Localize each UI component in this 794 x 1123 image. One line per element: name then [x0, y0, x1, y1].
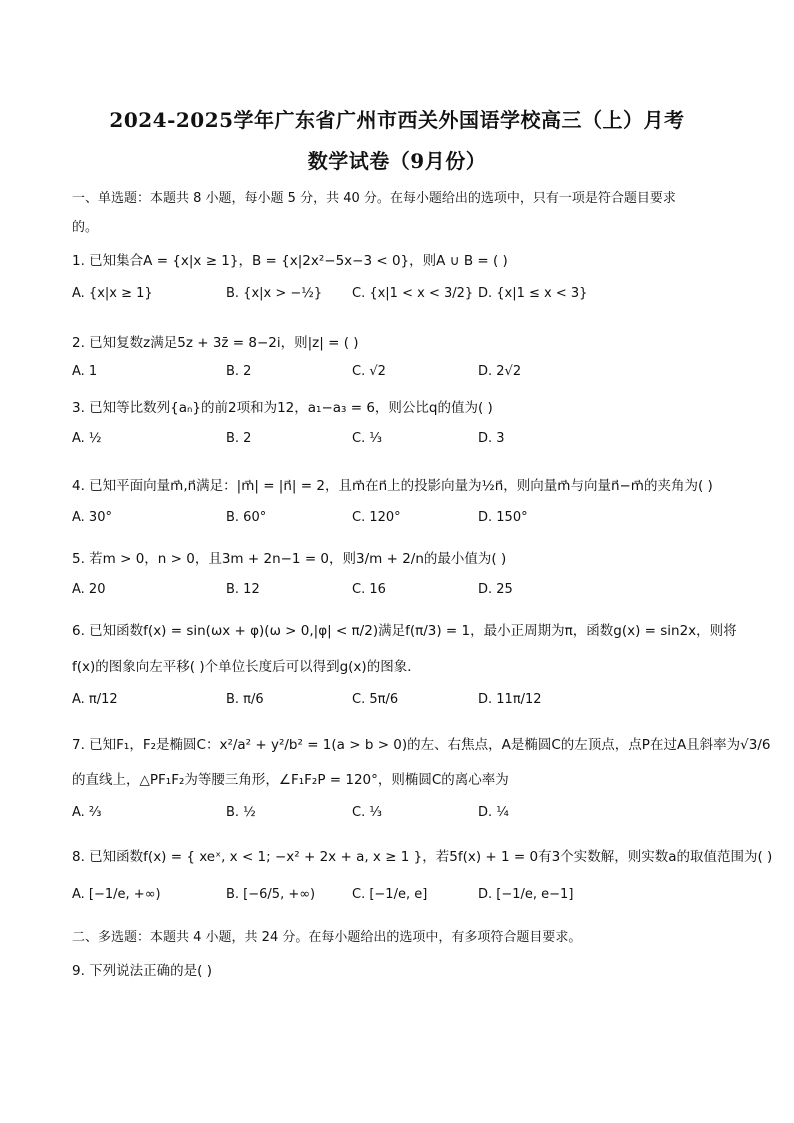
section1-heading-cont: 的。 [72, 220, 99, 235]
option-d: D. [−1/e, e−1] [478, 887, 574, 902]
question-3-options [72, 431, 732, 451]
option-d: D. 25 [478, 582, 513, 597]
option-d: D. 3 [478, 431, 505, 446]
question-4: 4. 已知平面向量m⃗,n⃗满足：|m⃗| = |n⃗| = 2，且m⃗在n⃗上的投影向量为½n⃗，则向量m⃗与向量n⃗−m⃗的夹角为( ) [72, 478, 713, 494]
option-a: A. {x|x ≥ 1} [72, 286, 153, 301]
option-b: B. 60° [226, 510, 267, 525]
option-c: C. ⅓ [352, 805, 382, 820]
option-b: B. 2 [226, 431, 252, 446]
section1-heading: 一、单选题：本题共 8 小题，每小题 5 分，共 40 分。在每小题给出的选项中，只有一项是符合题目要求 [72, 191, 676, 206]
question-7: 7. 已知F₁，F₂是椭圆C：x²/a² + y²/b² = 1(a > b > 0)的左、右焦点，A是椭圆C的左顶点，点P在过A且斜率为√3/6 [72, 737, 771, 753]
question-6-options [72, 692, 732, 712]
question-7-options [72, 805, 732, 825]
question-7-cont: 的直线上，△PF₁F₂为等腰三角形，∠F₁F₂P = 120°，则椭圆C的离心率为 [72, 772, 509, 788]
question-1: 1. 已知集合A = {x|x ≥ 1}，B = {x|2x²−5x−3 < 0}，则A ∪ B = ( ) [72, 253, 508, 269]
question-8: 8. 已知函数f(x) = { xeˣ, x < 1; −x² + 2x + a, x ≥ 1 }，若5f(x) + 1 = 0有3个实数解，则实数a的取值范围为( ) [72, 849, 773, 865]
option-c: C. {x|1 < x < 3/2} [352, 286, 474, 301]
option-d: D. 2√2 [478, 364, 522, 379]
option-a: A. π/12 [72, 692, 118, 707]
question-5: 5. 若m > 0，n > 0，且3m + 2n−1 = 0，则3/m + 2/n的最小值为( ) [72, 551, 507, 567]
option-a: A. 1 [72, 364, 98, 379]
option-c: C. ⅓ [352, 431, 382, 446]
option-d: D. {x|1 ≤ x < 3} [478, 286, 588, 301]
option-d: D. 150° [478, 510, 528, 525]
question-1-options [72, 286, 732, 306]
option-d: D. 11π/12 [478, 692, 542, 707]
option-a: A. ⅔ [72, 805, 102, 820]
option-b: B. 12 [226, 582, 260, 597]
option-c: C. 16 [352, 582, 386, 597]
question-5-options [72, 582, 732, 602]
option-c: C. [−1/e, e] [352, 887, 428, 902]
option-d: D. ¼ [478, 805, 509, 820]
option-b: B. ½ [226, 805, 256, 820]
option-a: A. 20 [72, 582, 106, 597]
question-9: 9. 下列说法正确的是( ) [72, 963, 212, 979]
option-c: C. 5π/6 [352, 692, 399, 707]
option-a: A. ½ [72, 431, 102, 446]
question-6: 6. 已知函数f(x) = sin(ωx + φ)(ω > 0,|φ| < π/2)满足f(π/3) = 1，最小正周期为π，函数g(x) = sin2x，则将 [72, 623, 737, 639]
question-2-options [72, 364, 732, 384]
exam-title-line2: 数学试卷（9月份） [307, 149, 487, 173]
option-b: B. {x|x > −½} [226, 286, 323, 301]
question-4-options [72, 510, 732, 530]
exam-title-line1: 2024-2025学年广东省广州市西关外国语学校高三（上）月考 [109, 108, 685, 132]
question-8-options [72, 887, 732, 907]
option-b: B. 2 [226, 364, 252, 379]
section2-heading: 二、多选题：本题共 4 小题，共 24 分。在每小题给出的选项中，有多项符合题目要求。 [72, 930, 582, 945]
question-6-cont: f(x)的图象向左平移( )个单位长度后可以得到g(x)的图象． [72, 659, 421, 675]
question-2: 2. 已知复数z满足5z + 3z̄ = 8−2i，则|z| = ( ) [72, 335, 359, 351]
option-c: C. 120° [352, 510, 401, 525]
option-b: B. π/6 [226, 692, 264, 707]
option-a: A. 30° [72, 510, 112, 525]
question-3: 3. 已知等比数列{aₙ}的前2项和为12，a₁−a₃ = 6，则公比q的值为( ) [72, 400, 493, 416]
option-c: C. √2 [352, 364, 386, 379]
option-b: B. [−6/5, +∞) [226, 887, 316, 902]
option-a: A. [−1/e, +∞) [72, 887, 161, 902]
